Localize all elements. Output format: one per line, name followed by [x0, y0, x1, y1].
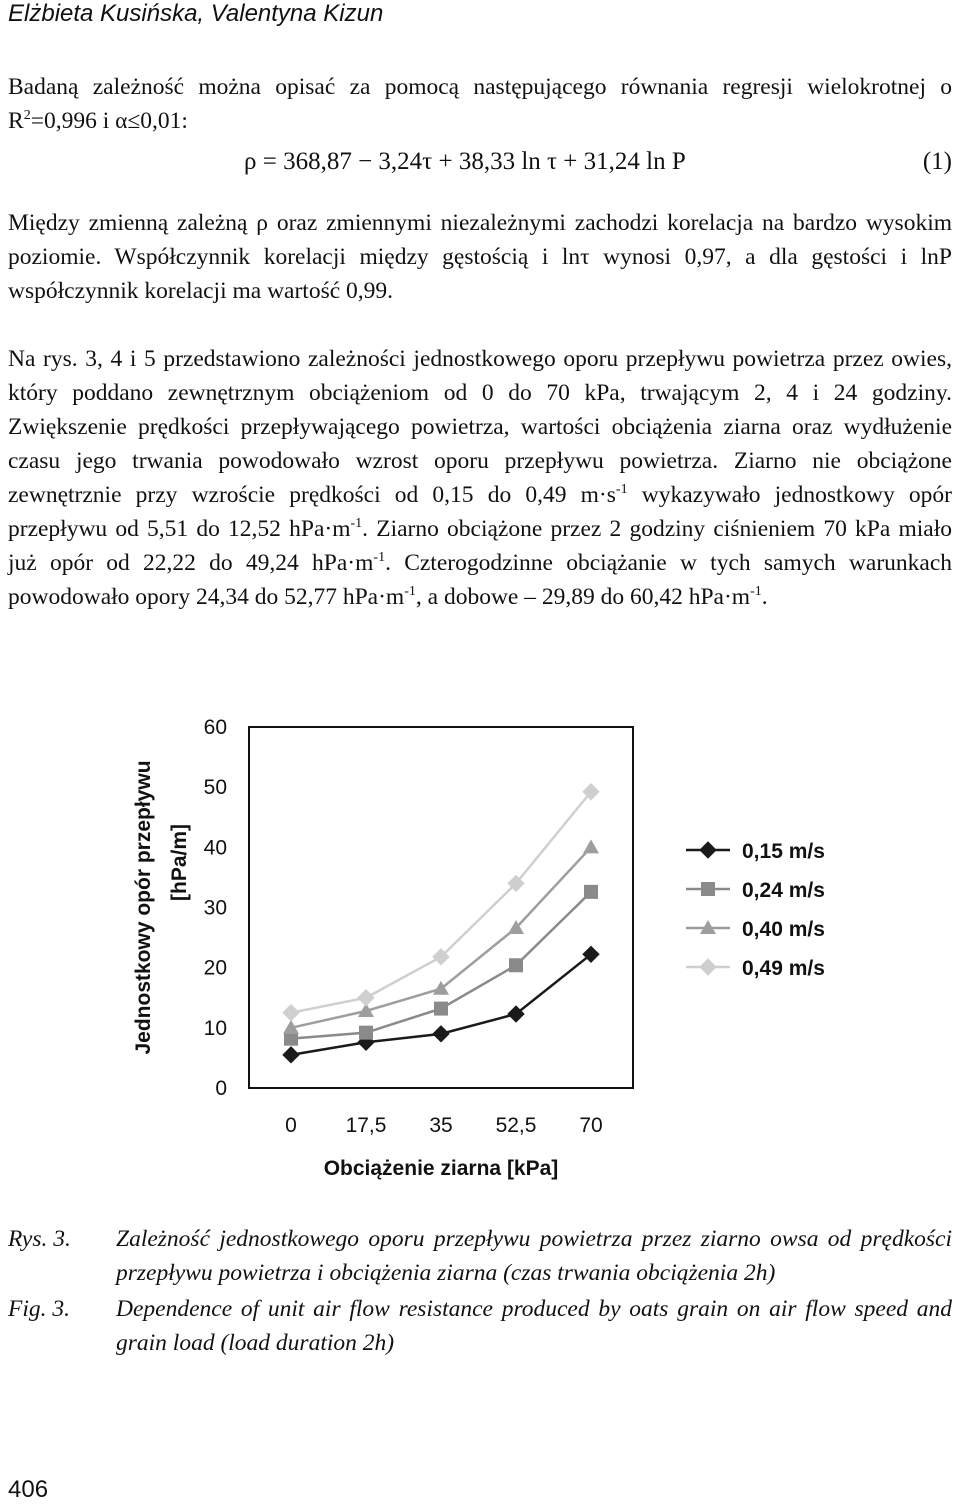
results-text-c: . Ziarno obciążone przez 2 godziny ciśnieniem 70 kPa miało już opór od 22,22 do 49,24 hPa·m	[8, 516, 952, 576]
y-tick-label: 60	[203, 716, 227, 739]
series-2-point	[359, 1026, 373, 1040]
series-2-point	[434, 1002, 448, 1016]
y-tick-label: 50	[203, 776, 227, 800]
results-sup-3: -1	[373, 550, 386, 565]
x-axis-label: Obciążenie ziarna [kPa]	[323, 1157, 559, 1180]
results-text-d: . Czterogodzinne obciążanie w tych samych warunkach powodowało opory 24,34 do 52,77 hPa·m	[8, 550, 953, 610]
caption-fig-label: Fig. 3.	[8, 1296, 71, 1322]
paragraph-results	[8, 342, 952, 614]
series-4-point	[283, 1005, 299, 1021]
series-2-point	[584, 885, 598, 899]
figure-caption	[8, 1222, 952, 1362]
caption-english	[8, 1292, 952, 1360]
caption-rys-label: Rys. 3.	[8, 1226, 71, 1252]
caption-polish	[8, 1222, 952, 1290]
y-tick-label: 20	[203, 956, 227, 980]
legend-marker-4	[700, 959, 716, 975]
x-tick-label: 0	[285, 1114, 297, 1137]
paragraph-correlation: Między zmienną zależną ρ oraz zmiennymi niezależnymi zachodzi korelacja na bardzo wysokim poziomie. Współczynnik korelacji między gęstością i lnτ wynosi 0,97, a dla gęstości i lnP współczynnik korelacji ma wartość 0,99.	[8, 210, 952, 304]
series-1-point	[283, 1047, 299, 1063]
x-tick-label: 35	[429, 1114, 453, 1137]
y-tick-label: 30	[203, 896, 227, 920]
x-tick-label: 52,5	[495, 1114, 537, 1137]
regression-equation	[0, 148, 960, 188]
x-tick-label: 17,5	[345, 1114, 387, 1137]
y-tick-label: 10	[203, 1016, 227, 1040]
resistance-line-chart	[0, 700, 960, 1200]
results-text-a: Na rys. 3, 4 i 5 przedstawiono zależności jednostkowego oporu przepływu powietrza przez owies, który poddano zewnętrznym obciążeniom od 0 do 70 kPa, trwającym 2, 4 i 24 godziny. Zwiększenie prędkości przepływającego powietrza, wartości obciążenia ziarna oraz wydłużenie czasu jego trwania powodowało wzrost oporu przepływu powietrza. Ziarno nie obciążone zewnętrznie przy wzroście prędkości od 0,15 do 0,49 m·s	[8, 346, 952, 508]
results-sup-2: -1	[350, 516, 363, 531]
caption-rys-text: Zależność jednostkowego oporu przepływu powietrza przez ziarno owsa od prędkości przepływu powietrza i obciążenia ziarna (czas trwania obciążenia 2h)	[116, 1226, 952, 1286]
series-2-point	[509, 958, 523, 972]
running-header-authors: Elżbieta Kusińska, Valentyna Kizun	[8, 0, 384, 27]
results-text-e: , a dobowe – 29,89 do 60,42 hPa·m	[415, 584, 751, 610]
legend-label-2: 0,24 m/s	[742, 879, 825, 902]
x-tick-label: 70	[579, 1114, 603, 1137]
page-number: 406	[8, 1476, 49, 1503]
series-4-point	[358, 990, 374, 1006]
legend-marker-1	[700, 842, 716, 858]
legend-marker-2	[701, 882, 715, 896]
y-tick-label: 40	[203, 836, 227, 860]
results-text-b: wykazywało jednostkowy opór przepływu od 5,51 do 12,52 hPa·m	[8, 482, 952, 542]
y-axis-unit: [hPa/m]	[168, 823, 191, 902]
series-line-4	[291, 792, 591, 1013]
equation-expression: ρ = 368,87 − 3,24τ + 38,33 ln τ + 31,24 ln P	[244, 148, 686, 175]
legend-label-3: 0,40 m/s	[742, 918, 825, 941]
paragraph-intro	[8, 70, 952, 138]
results-text-f: .	[761, 584, 768, 610]
series-3-point	[583, 839, 599, 853]
results-sup-5: -1	[750, 584, 762, 599]
y-tick-label: 0	[215, 1077, 227, 1100]
legend-label-4: 0,49 m/s	[742, 957, 825, 980]
paragraph-intro-tail: =0,996 i α≤0,01:	[30, 108, 188, 134]
results-sup-4: -1	[404, 584, 416, 599]
y-axis-label: Jednostkowy opór przepływu	[132, 760, 155, 1055]
paragraph-intro-text: Badaną zależność można opisać za pomocą następującego równania regresji wielokrotnej o R	[8, 74, 952, 134]
r-squared-superscript: 2	[23, 108, 31, 123]
caption-fig-text: Dependence of unit air flow resistance produced by oats grain on air flow speed and grain load (load duration 2h)	[116, 1296, 952, 1356]
equation-number: (1)	[922, 148, 952, 175]
series-1-point	[433, 1026, 449, 1042]
legend-label-1: 0,15 m/s	[742, 840, 825, 863]
results-sup-1: -1	[615, 482, 628, 497]
